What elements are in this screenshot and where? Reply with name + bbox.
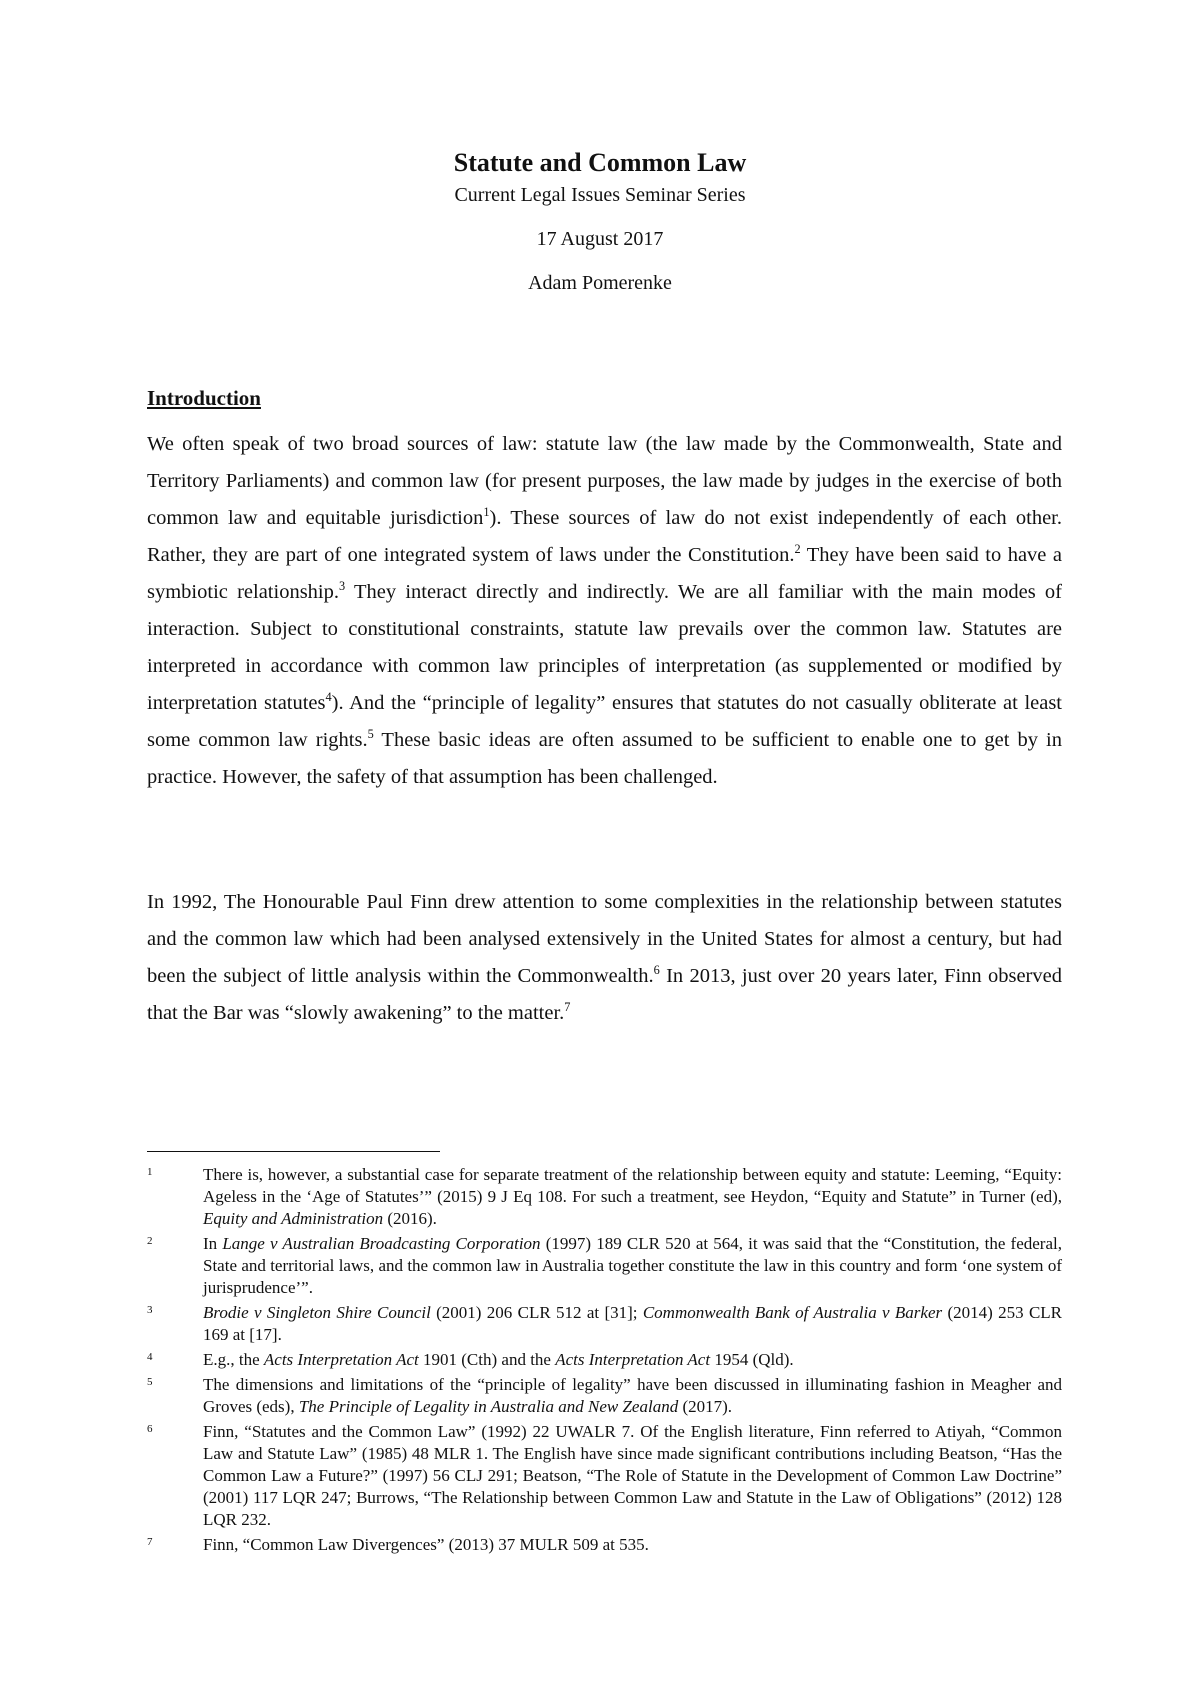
footnote-number: 3	[147, 1304, 153, 1316]
footnote-ref-4[interactable]: 4	[325, 690, 332, 705]
footnote-text: In Lange v Australian Broadcasting Corporation (1997) 189 CLR 520 at 564, it was said that the “Constitution, the federal, State and territorial laws, and the common law in Australia together constitute the law in this country and form ‘one system of jurisprudence’”.	[203, 1234, 1062, 1297]
footnote-number: 4	[147, 1351, 153, 1363]
footnote-text: Brodie v Singleton Shire Council (2001) 206 CLR 512 at [31]; Commonwealth Bank of Australia v Barker (2014) 253 CLR 169 at [17].	[203, 1303, 1063, 1344]
footnote-ref-2[interactable]: 2	[794, 542, 801, 557]
footnote-separator	[147, 1151, 440, 1152]
seminar-series: Current Legal Issues Seminar Series	[454, 184, 746, 206]
footnotes	[147, 1164, 1062, 1559]
footnote-number: 2	[147, 1235, 153, 1247]
footnote-ref-5[interactable]: 5	[367, 727, 374, 742]
footnote-number: 7	[147, 1536, 153, 1548]
footnote-1	[147, 1164, 1062, 1230]
paragraph-2: In 1992, The Honourable Paul Finn drew attention to some complexities in the relationship between statutes and the common law which had been analysed extensively in the United States for almost a century, but had been the subject of little analysis within the Commonwealth.$^6$ In 2013, just over 20 years later, Finn observed that the Bar was “slowly awakening” to the matter.$^7$	[147, 891, 1062, 1024]
footnote-ref-7[interactable]: 7	[564, 1000, 571, 1015]
footnote-number: 6	[147, 1423, 153, 1435]
document-title: Statute and Common Law	[453, 148, 747, 177]
footnote-ref-1[interactable]: 1	[483, 505, 490, 520]
document-date: 17 August 2017	[536, 228, 664, 250]
footnote-6	[147, 1421, 1062, 1531]
footnote-4	[147, 1349, 1062, 1371]
paragraph-1: We often speak of two broad sources of law: statute law (the law made by the Commonwealth, State and Territory Parliaments) and common law (for present purposes, the law made by judges in the exercise of both common law and equitable jurisdiction$^1$). These sources of law do not exist independently of each other. Rather, they are part of one integrated system of laws under the Constitution.$^2$ They have been said to have a symbiotic relationship.$^3$ They interact directly and indirectly. We are all familiar with the main modes of interaction. Subject to constitutional constraints, statute law prevails over the common law. Statutes are interpreted in accordance with common law principles of interpretation (as supplemented or modified by interpretation statutes$^4$). And the “principle of legality” ensures that statutes do not casually obliterate at least some common law rights.$^5$ These basic ideas are often assumed to be sufficient to enable one to get by in practice. However, the safety of that assumption has been challenged.	[147, 433, 1063, 788]
footnote-7	[147, 1534, 1062, 1556]
footnote-ref-6[interactable]: 6	[653, 963, 660, 978]
author-name: Adam Pomerenke	[528, 272, 672, 294]
footnote-text: Finn, “Statutes and the Common Law” (1992) 22 UWALR 7. Of the English literature, Finn referred to Atiyah, “Common Law and Statute Law” (1985) 48 MLR 1. The English have since made significant contributions including Beatson, “Has the Common Law a Future?” (1997) 56 CLJ 291; Beatson, “The Role of Statute in the Development of Common Law Doctrine” (2001) 117 LQR 247; Burrows, “The Relationship between Common Law and Statute in the Law of Obligations” (2012) 128 LQR 232.	[203, 1422, 1062, 1529]
footnote-number: 1	[147, 1166, 153, 1178]
footnote-5	[147, 1374, 1062, 1418]
footnote-text: The dimensions and limitations of the “principle of legality” have been discussed in illuminating fashion in Meagher and Groves (eds), The Principle of Legality in Australia and New Zealand (2017).	[203, 1375, 1062, 1416]
footnote-2	[147, 1233, 1062, 1299]
footnote-ref-3[interactable]: 3	[339, 579, 346, 594]
footnote-text: E.g., the Acts Interpretation Act 1901 (Cth) and the Acts Interpretation Act 1954 (Qld).	[203, 1350, 794, 1369]
footnote-3	[147, 1302, 1062, 1346]
footnote-number: 5	[147, 1376, 153, 1388]
footnote-text: There is, however, a substantial case for separate treatment of the relationship between equity and statute: Leeming, “Equity: Ageless in the ‘Age of Statutes’” (2015) 9 J Eq 108. For such a treatment, see Heydon, “Equity and Statute” in Turner (ed), Equity and Administration (2016).	[203, 1165, 1062, 1228]
footnote-text: Finn, “Common Law Divergences” (2013) 37 MULR 509 at 535.	[203, 1535, 649, 1554]
section-heading-introduction: Introduction	[147, 386, 261, 410]
